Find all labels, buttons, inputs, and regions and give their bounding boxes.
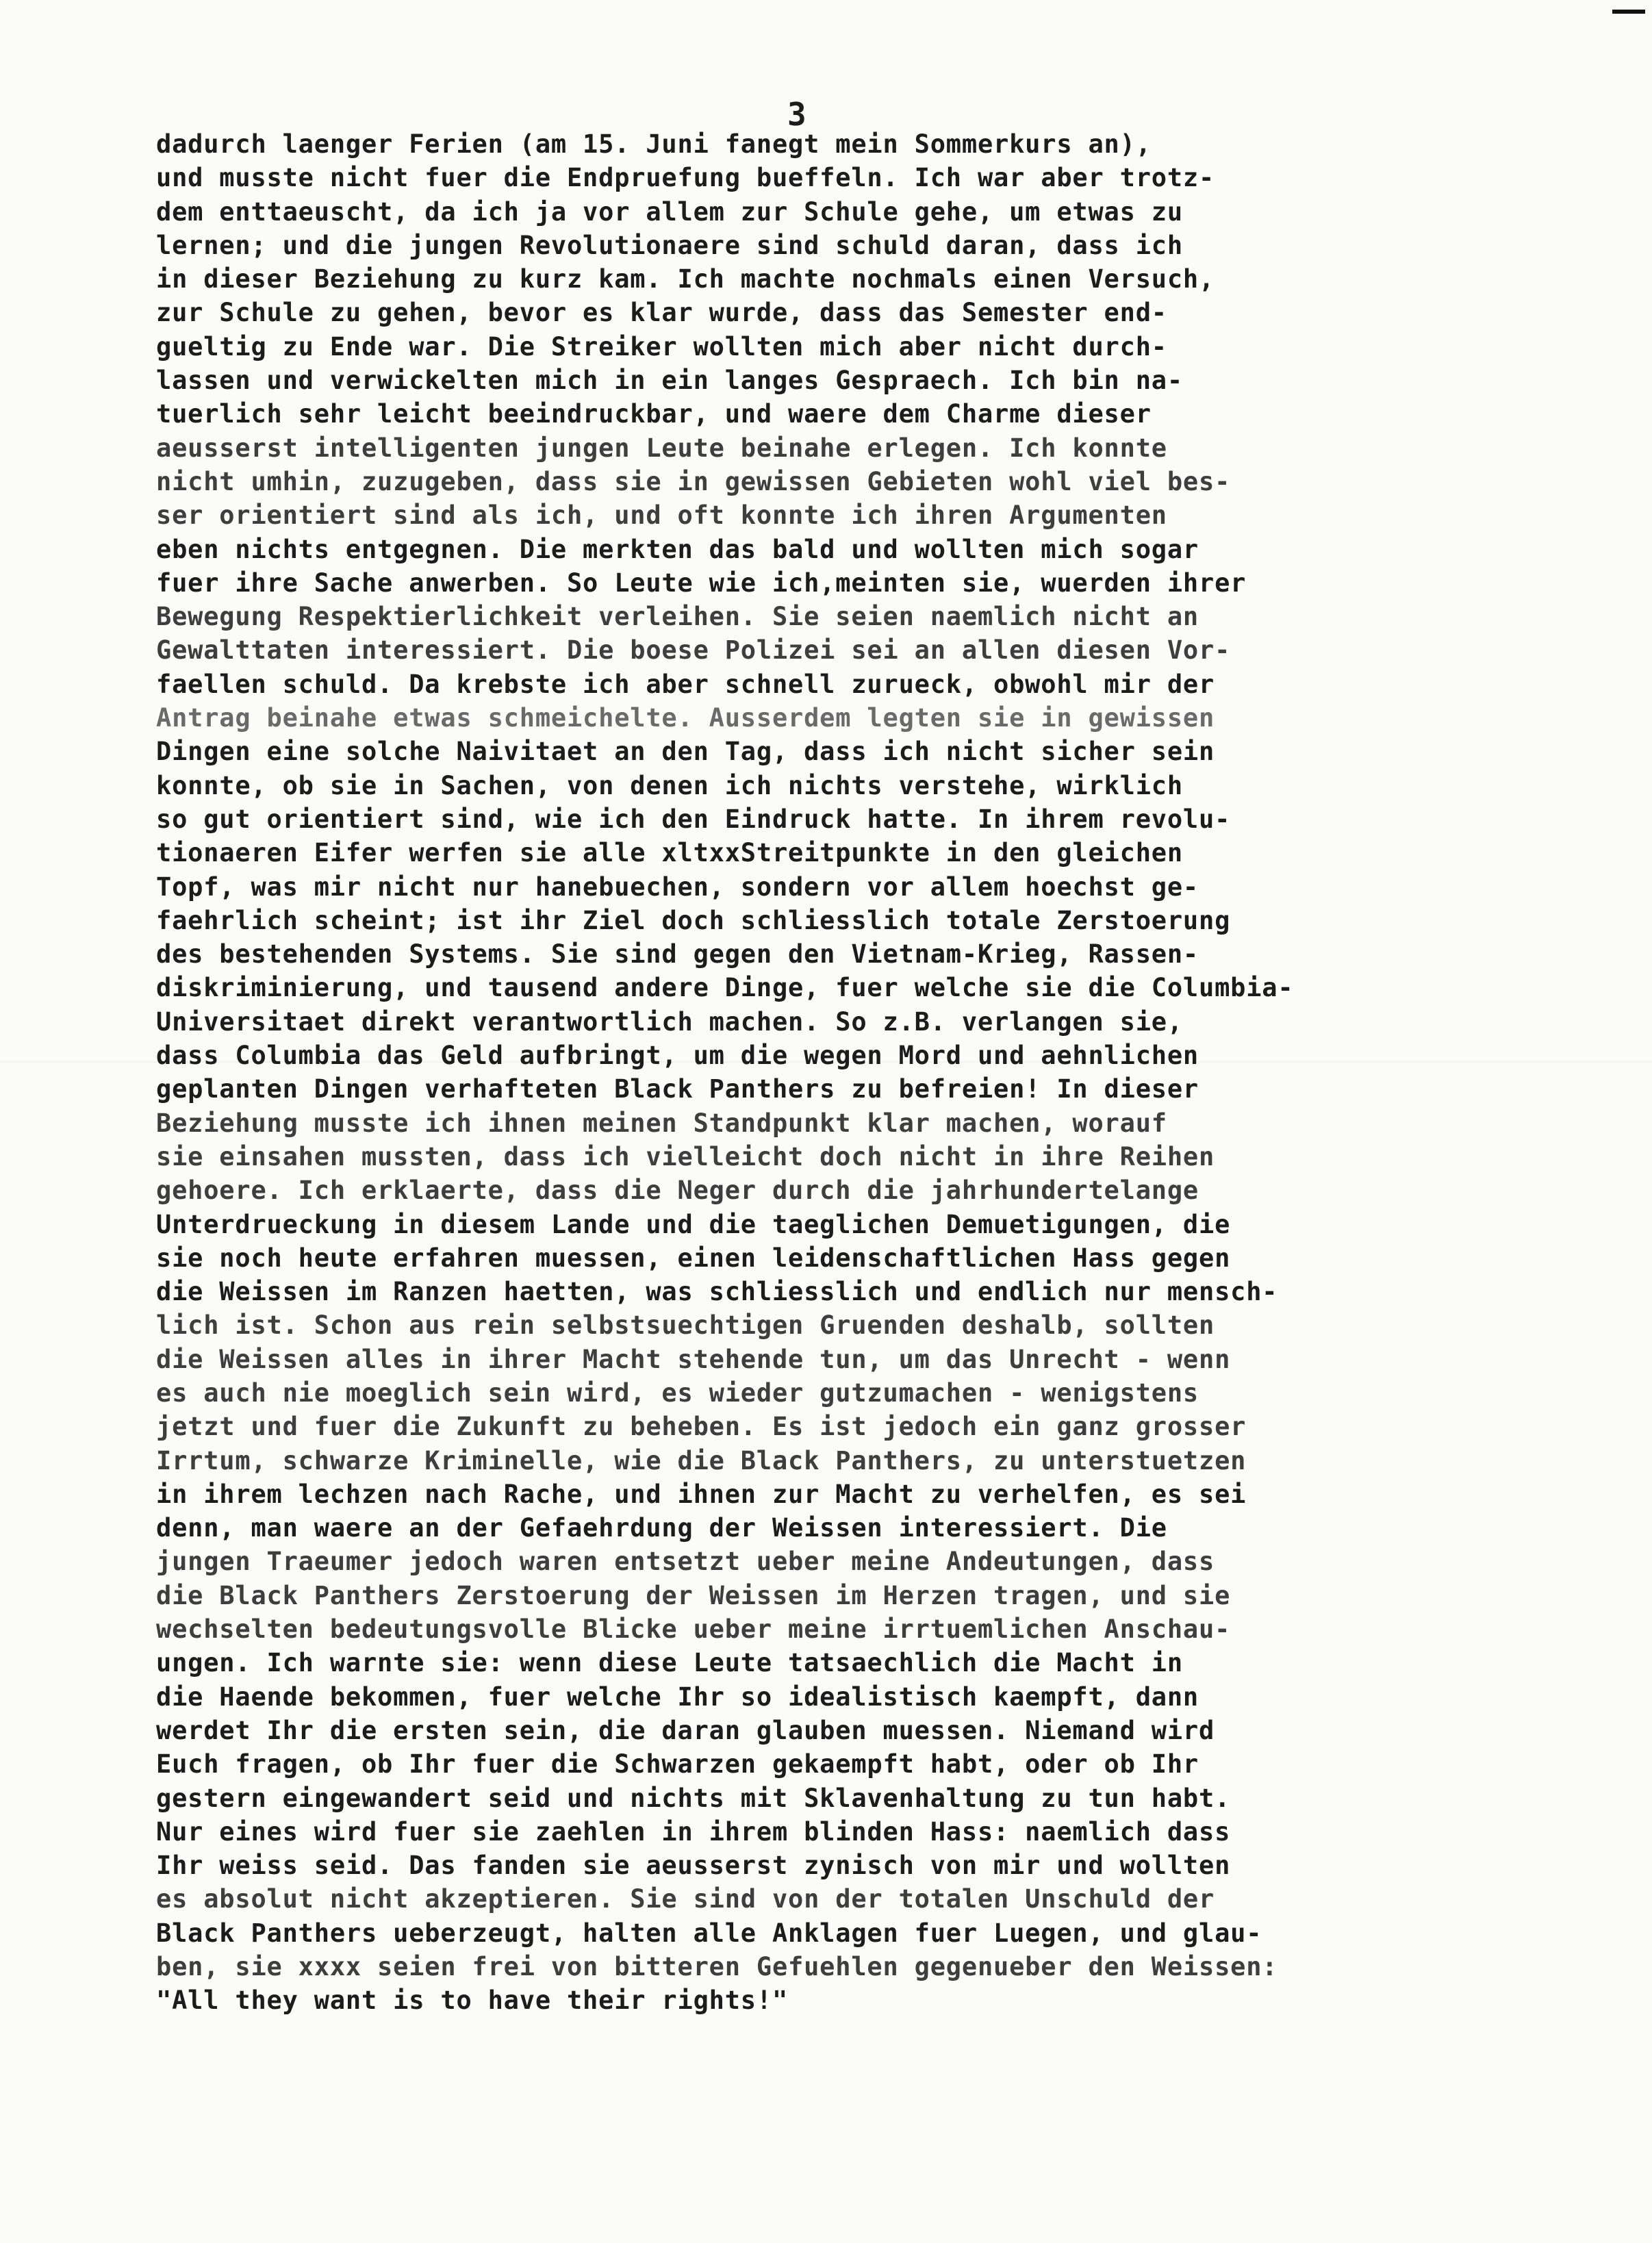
text-line: tuerlich sehr leicht beeindruckbar, und waere dem Charme dieser <box>156 399 1152 429</box>
text-line: des bestehenden Systems. Sie sind gegen den Vietnam-Krieg, Rassen- <box>156 939 1199 970</box>
text-line: Bewegung Respektierlichkeit verleihen. Sie seien naemlich nicht an <box>156 602 1199 632</box>
text-line: die Weissen im Ranzen haetten, was schliesslich und endlich nur mensch- <box>156 1277 1278 1307</box>
text-line: die Weissen alles in ihrer Macht stehende tun, um das Unrecht - wenn <box>156 1344 1231 1374</box>
text-line: dadurch laenger Ferien (am 15. Juni fanegt mein Sommerkurs an), <box>156 129 1152 159</box>
text-line: wechselten bedeutungsvolle Blicke ueber meine irrtuemlichen Anschau- <box>156 1614 1231 1645</box>
text-line: lassen und verwickelten mich in ein langes Gespraech. Ich bin na- <box>156 366 1183 396</box>
text-line: gehoere. Ich erklaerte, dass die Neger durch die jahrhundertelange <box>156 1176 1199 1206</box>
page-number: 3 <box>787 96 806 133</box>
text-line: Gewalttaten interessiert. Die boese Polizei sei an allen diesen Vor- <box>156 635 1231 666</box>
text-line: sie einsahen mussten, dass ich vielleicht doch nicht in ihre Reihen <box>156 1141 1215 1171</box>
text-line: Dingen eine solche Naivitaet an den Tag, dass ich nicht sicher sein <box>156 737 1215 767</box>
text-line: nicht umhin, zuzugeben, dass sie in gewissen Gebieten wohl viel bes- <box>156 466 1231 496</box>
text-line: ungen. Ich warnte sie: wenn diese Leute tatsaechlich die Macht in <box>156 1648 1183 1678</box>
text-line: es absolut nicht akzeptieren. Sie sind von der totalen Unschuld der <box>156 1884 1215 1914</box>
text-line: die Haende bekommen, fuer welche Ihr so idealistisch kaempft, dann <box>156 1682 1199 1712</box>
text-line: Black Panthers ueberzeugt, halten alle Anklagen fuer Luegen, und glau- <box>156 1918 1262 1948</box>
text-line: ser orientiert sind als ich, und oft konnte ich ihren Argumenten <box>156 500 1167 531</box>
text-line: die Black Panthers Zerstoerung der Weissen im Herzen tragen, und sie <box>156 1580 1231 1610</box>
text-line: Irrtum, schwarze Kriminelle, wie die Black Panthers, zu unterstuetzen <box>156 1445 1247 1475</box>
text-line: Topf, was mir nicht nur hanebuechen, sondern vor allem hoechst ge- <box>156 872 1199 902</box>
text-line: lernen; und die jungen Revolutionaere sind schuld daran, dass ich <box>156 230 1183 260</box>
text-line: dem enttaeuscht, da ich ja vor allem zur Schule gehe, um etwas zu <box>156 197 1183 227</box>
text-line: Universitaet direkt verantwortlich machen. So z.B. verlangen sie, <box>156 1006 1183 1037</box>
text-line: Nur eines wird fuer sie zaehlen in ihrem blinden Hass: naemlich dass <box>156 1816 1231 1847</box>
text-line: lich ist. Schon aus rein selbstsuechtigen Gruenden deshalb, sollten <box>156 1310 1215 1341</box>
text-line: gueltig zu Ende war. Die Streiker wollten mich aber nicht durch- <box>156 331 1167 362</box>
text-line: Euch fragen, ob Ihr fuer die Schwarzen gekaempft habt, oder ob Ihr <box>156 1749 1199 1779</box>
text-line: jetzt und fuer die Zukunft zu beheben. Es ist jedoch ein ganz grosser <box>156 1412 1247 1442</box>
text-line: und musste nicht fuer die Endpruefung bueffeln. Ich war aber trotz- <box>156 163 1215 193</box>
text-line: konnte, ob sie in Sachen, von denen ich nichts verstehe, wirklich <box>156 770 1183 800</box>
text-line: Ihr weiss seid. Das fanden sie aeusserst zynisch von mir und wollten <box>156 1851 1231 1881</box>
text-line: gestern eingewandert seid und nichts mit Sklavenhaltung zu tun habt. <box>156 1783 1231 1813</box>
text-line: geplanten Dingen verhafteten Black Panthers zu befreien! In dieser <box>156 1074 1199 1104</box>
text-line: faellen schuld. Da krebste ich aber schnell zurueck, obwohl mir der <box>156 669 1215 699</box>
typed-body-text <box>156 127 1642 2018</box>
text-line: diskriminierung, und tausend andere Dinge, fuer welche sie die Columbia- <box>156 973 1294 1003</box>
text-line: aeusserst intelligenten jungen Leute beinahe erlegen. Ich konnte <box>156 433 1167 463</box>
text-line: denn, man waere an der Gefaehrdung der Weissen interessiert. Die <box>156 1513 1167 1543</box>
text-line: eben nichts entgegnen. Die merkten das bald und wollten mich sogar <box>156 534 1199 564</box>
text-line: "All they want is to have their rights!" <box>156 1986 789 2016</box>
text-line: faehrlich scheint; ist ihr Ziel doch schliesslich totale Zerstoerung <box>156 905 1231 935</box>
text-line: Beziehung musste ich ihnen meinen Standpunkt klar machen, worauf <box>156 1108 1167 1138</box>
text-line: in dieser Beziehung zu kurz kam. Ich machte nochmals einen Versuch, <box>156 264 1215 294</box>
text-line: es auch nie moeglich sein wird, es wieder gutzumachen - wenigstens <box>156 1378 1199 1408</box>
text-line: ben, sie xxxx seien frei von bitteren Gefuehlen gegenueber den Weissen: <box>156 1952 1278 1982</box>
text-line: tionaeren Eifer werfen sie alle xltxxStreitpunkte in den gleichen <box>156 838 1183 868</box>
text-line: sie noch heute erfahren muessen, einen leidenschaftlichen Hass gegen <box>156 1243 1231 1273</box>
text-line: dass Columbia das Geld aufbringt, um die wegen Mord und aehnlichen <box>156 1041 1199 1071</box>
text-line: so gut orientiert sind, wie ich den Eindruck hatte. In ihrem revolu- <box>156 804 1231 834</box>
text-line: jungen Traeumer jedoch waren entsetzt ueber meine Andeutungen, dass <box>156 1547 1215 1577</box>
text-line: werdet Ihr die ersten sein, die daran glauben muessen. Niemand wird <box>156 1715 1215 1745</box>
text-line: Antrag beinahe etwas schmeichelte. Ausserdem legten sie in gewissen <box>156 703 1215 733</box>
text-line: zur Schule zu gehen, bevor es klar wurde, dass das Semester end- <box>156 298 1167 328</box>
text-line: in ihrem lechzen nach Rache, und ihnen zur Macht zu verhelfen, es sei <box>156 1479 1247 1509</box>
text-line: Unterdrueckung in diesem Lande und die taeglichen Demuetigungen, die <box>156 1209 1231 1239</box>
text-line: fuer ihre Sache anwerben. So Leute wie ich,meinten sie, wuerden ihrer <box>156 568 1247 598</box>
edge-mark <box>1612 10 1645 14</box>
